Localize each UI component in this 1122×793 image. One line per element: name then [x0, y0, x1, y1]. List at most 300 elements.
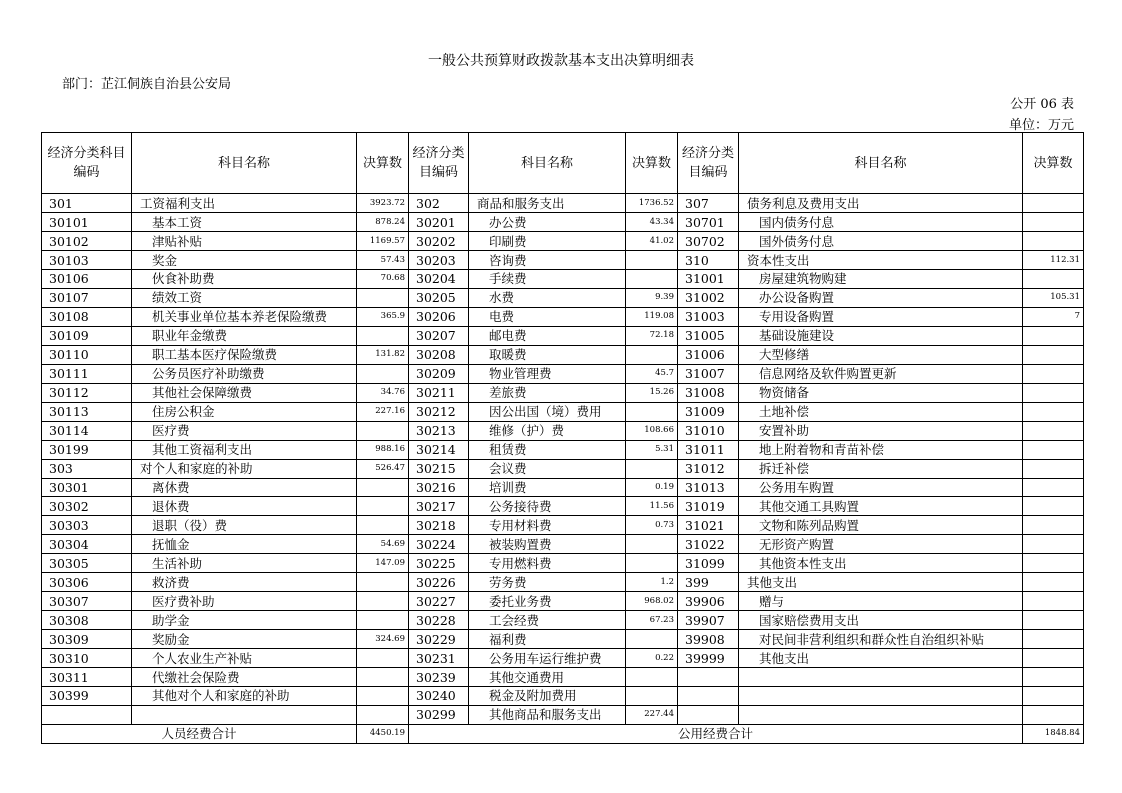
personnel-amount-cell: [357, 686, 409, 705]
capital-amount-cell: [1023, 668, 1084, 687]
unit-label: 单位：万元: [1008, 118, 1074, 133]
personnel-code-cell: 30309: [42, 630, 132, 649]
capital-code-cell: 31003: [678, 307, 739, 326]
capital-amount-cell: [1023, 364, 1084, 383]
capital-amount-cell: [1023, 232, 1084, 251]
goods-name-cell: 物业管理费: [469, 364, 626, 383]
capital-amount-cell: [1023, 573, 1084, 592]
personnel-amount-cell: [357, 705, 409, 724]
table-row: [42, 326, 1084, 345]
personnel-code-cell: 30303: [42, 516, 132, 535]
table-row: [42, 592, 1084, 611]
goods-name-cell: 因公出国（境）费用: [469, 402, 626, 421]
goods-amount-cell: [626, 459, 678, 478]
personnel-name-cell: 个人农业生产补贴: [132, 649, 357, 668]
goods-amount-cell: 119.08: [626, 307, 678, 326]
personnel-code-cell: 30108: [42, 307, 132, 326]
personnel-name-cell: 退休费: [132, 497, 357, 516]
capital-name-cell: 赠与: [739, 592, 1023, 611]
personnel-name-cell: 抚恤金: [132, 535, 357, 554]
goods-name-cell: 咨询费: [469, 251, 626, 270]
goods-name-cell: 印刷费: [469, 232, 626, 251]
goods-amount-cell: [626, 686, 678, 705]
goods-name-cell: 专用燃料费: [469, 554, 626, 573]
goods-code-cell: 30231: [409, 649, 469, 668]
goods-amount-cell: 11.56: [626, 497, 678, 516]
expenditure-table: [41, 132, 1084, 744]
personnel-name-cell: 其他社会保障缴费: [132, 383, 357, 402]
capital-code-cell: 31012: [678, 459, 739, 478]
personnel-name-cell: 伙食补助费: [132, 270, 357, 289]
capital-name-cell: 国家赔偿费用支出: [739, 611, 1023, 630]
personnel-total-value: 4450.19: [357, 724, 409, 743]
personnel-name-cell: 职工基本医疗保险缴费: [132, 345, 357, 364]
personnel-amount-cell: [357, 326, 409, 345]
capital-name-cell: 基础设施建设: [739, 326, 1023, 345]
capital-code-cell: 31099: [678, 554, 739, 573]
goods-amount-cell: 43.34: [626, 213, 678, 232]
capital-name-cell: 信息网络及软件购置更新: [739, 364, 1023, 383]
personnel-amount-cell: 70.68: [357, 270, 409, 289]
personnel-code-cell: 30308: [42, 611, 132, 630]
personnel-code-cell: 30107: [42, 288, 132, 307]
table-row: [42, 194, 1084, 213]
goods-name-cell: 取暖费: [469, 345, 626, 364]
personnel-code-cell: 30306: [42, 573, 132, 592]
capital-code-cell: 31021: [678, 516, 739, 535]
goods-name-cell: 手续费: [469, 270, 626, 289]
personnel-amount-cell: [357, 668, 409, 687]
personnel-amount-cell: 227.16: [357, 402, 409, 421]
goods-code-cell: 302: [409, 194, 469, 213]
table-row: [42, 630, 1084, 649]
capital-code-cell: 310: [678, 251, 739, 270]
goods-amount-cell: [626, 668, 678, 687]
goods-amount-cell: 5.31: [626, 440, 678, 459]
personnel-name-cell: 医疗费补助: [132, 592, 357, 611]
personnel-amount-cell: [357, 611, 409, 630]
capital-name-cell: [739, 686, 1023, 705]
page-title: 一般公共预算财政拨款基本支出决算明细表: [428, 53, 694, 69]
personnel-amount-cell: [357, 497, 409, 516]
personnel-amount-cell: 34.76: [357, 383, 409, 402]
goods-code-cell: 30205: [409, 288, 469, 307]
capital-name-cell: 文物和陈列品购置: [739, 516, 1023, 535]
capital-name-cell: 房屋建筑物购建: [739, 270, 1023, 289]
capital-name-cell: 债务利息及费用支出: [739, 194, 1023, 213]
goods-amount-cell: [626, 554, 678, 573]
capital-code-cell: 399: [678, 573, 739, 592]
goods-code-cell: 30208: [409, 345, 469, 364]
capital-name-cell: 国外债务付息: [739, 232, 1023, 251]
capital-amount-cell: [1023, 421, 1084, 440]
capital-name-cell: 拆迁补偿: [739, 459, 1023, 478]
personnel-name-cell: 退职（役）费: [132, 516, 357, 535]
goods-name-cell: 公务接待费: [469, 497, 626, 516]
personnel-code-cell: 30103: [42, 251, 132, 270]
capital-amount-cell: [1023, 270, 1084, 289]
table-row: [42, 251, 1084, 270]
capital-amount-cell: [1023, 402, 1084, 421]
capital-amount-cell: [1023, 194, 1084, 213]
goods-code-cell: 30299: [409, 705, 469, 724]
table-row: [42, 383, 1084, 402]
personnel-amount-cell: 988.16: [357, 440, 409, 459]
table-row: [42, 668, 1084, 687]
capital-code-cell: 31005: [678, 326, 739, 345]
capital-code-cell: 39999: [678, 649, 739, 668]
table-header-row: [42, 133, 1084, 194]
capital-name-cell: 安置补助: [739, 421, 1023, 440]
goods-code-cell: 30206: [409, 307, 469, 326]
goods-amount-cell: [626, 630, 678, 649]
goods-amount-cell: 9.39: [626, 288, 678, 307]
personnel-code-cell: 30106: [42, 270, 132, 289]
goods-name-cell: 商品和服务支出: [469, 194, 626, 213]
goods-code-cell: 30201: [409, 213, 469, 232]
capital-code-cell: 31011: [678, 440, 739, 459]
personnel-code-cell: 30301: [42, 478, 132, 497]
header-cell: 经济分类目编码: [678, 133, 739, 194]
capital-code-cell: 39907: [678, 611, 739, 630]
goods-amount-cell: 41.02: [626, 232, 678, 251]
capital-code-cell: 31019: [678, 497, 739, 516]
capital-name-cell: 物资储备: [739, 383, 1023, 402]
goods-amount-cell: [626, 345, 678, 364]
capital-name-cell: 资本性支出: [739, 251, 1023, 270]
capital-amount-cell: [1023, 649, 1084, 668]
personnel-amount-cell: [357, 592, 409, 611]
capital-code-cell: 31007: [678, 364, 739, 383]
capital-code-cell: 31002: [678, 288, 739, 307]
capital-amount-cell: [1023, 213, 1084, 232]
header-cell: 科目名称: [739, 133, 1023, 194]
capital-name-cell: 其他支出: [739, 649, 1023, 668]
capital-amount-cell: [1023, 686, 1084, 705]
capital-amount-cell: 105.31: [1023, 288, 1084, 307]
personnel-total-label: 人员经费合计: [42, 724, 357, 743]
personnel-code-cell: 30304: [42, 535, 132, 554]
goods-amount-cell: 0.19: [626, 478, 678, 497]
personnel-amount-cell: 57.43: [357, 251, 409, 270]
capital-code-cell: 31010: [678, 421, 739, 440]
table-row: [42, 497, 1084, 516]
goods-name-cell: 邮电费: [469, 326, 626, 345]
personnel-amount-cell: [357, 478, 409, 497]
personnel-name-cell: 职业年金缴费: [132, 326, 357, 345]
personnel-amount-cell: 324.69: [357, 630, 409, 649]
goods-code-cell: 30215: [409, 459, 469, 478]
capital-amount-cell: [1023, 705, 1084, 724]
personnel-amount-cell: 147.09: [357, 554, 409, 573]
goods-code-cell: 30228: [409, 611, 469, 630]
capital-code-cell: 39906: [678, 592, 739, 611]
personnel-name-cell: 工资福利支出: [132, 194, 357, 213]
personnel-amount-cell: [357, 364, 409, 383]
personnel-amount-cell: [357, 421, 409, 440]
personnel-amount-cell: 526.47: [357, 459, 409, 478]
personnel-amount-cell: 878.24: [357, 213, 409, 232]
header-cell: 经济分类目编码: [409, 133, 469, 194]
table-row: [42, 213, 1084, 232]
personnel-code-cell: 30114: [42, 421, 132, 440]
goods-code-cell: 30227: [409, 592, 469, 611]
goods-name-cell: 其他交通费用: [469, 668, 626, 687]
table-row: [42, 364, 1084, 383]
goods-code-cell: 30203: [409, 251, 469, 270]
goods-code-cell: 30216: [409, 478, 469, 497]
capital-amount-cell: [1023, 440, 1084, 459]
goods-code-cell: 30214: [409, 440, 469, 459]
goods-name-cell: 被装购置费: [469, 535, 626, 554]
goods-code-cell: 30212: [409, 402, 469, 421]
personnel-code-cell: 30305: [42, 554, 132, 573]
header-cell: 决算数: [357, 133, 409, 194]
capital-name-cell: 办公设备购置: [739, 288, 1023, 307]
table-row: [42, 307, 1084, 326]
header-cell: 决算数: [626, 133, 678, 194]
personnel-name-cell: 助学金: [132, 611, 357, 630]
goods-amount-cell: 1.2: [626, 573, 678, 592]
goods-name-cell: 培训费: [469, 478, 626, 497]
personnel-name-cell: 医疗费: [132, 421, 357, 440]
public-total-value: 1848.84: [1023, 724, 1084, 743]
goods-amount-cell: 67.23: [626, 611, 678, 630]
table-code: 公开 06 表: [1010, 97, 1074, 112]
capital-amount-cell: 7: [1023, 307, 1084, 326]
capital-amount-cell: [1023, 592, 1084, 611]
capital-amount-cell: [1023, 611, 1084, 630]
personnel-amount-cell: 54.69: [357, 535, 409, 554]
personnel-code-cell: 303: [42, 459, 132, 478]
personnel-code-cell: 30112: [42, 383, 132, 402]
personnel-amount-cell: 131.82: [357, 345, 409, 364]
goods-name-cell: 维修（护）费: [469, 421, 626, 440]
table-row: [42, 649, 1084, 668]
goods-amount-cell: 0.73: [626, 516, 678, 535]
capital-name-cell: [739, 705, 1023, 724]
goods-amount-cell: 108.66: [626, 421, 678, 440]
capital-amount-cell: [1023, 554, 1084, 573]
capital-name-cell: 土地补偿: [739, 402, 1023, 421]
totals-row: [42, 724, 1084, 743]
table-row: [42, 686, 1084, 705]
personnel-name-cell: [132, 705, 357, 724]
capital-code-cell: 31008: [678, 383, 739, 402]
goods-name-cell: 工会经费: [469, 611, 626, 630]
goods-code-cell: 30218: [409, 516, 469, 535]
goods-amount-cell: 968.02: [626, 592, 678, 611]
personnel-name-cell: 基本工资: [132, 213, 357, 232]
capital-name-cell: 其他支出: [739, 573, 1023, 592]
goods-name-cell: 办公费: [469, 213, 626, 232]
table-row: [42, 345, 1084, 364]
capital-code-cell: 31009: [678, 402, 739, 421]
capital-amount-cell: 112.31: [1023, 251, 1084, 270]
table-row: [42, 402, 1084, 421]
header-cell: 科目名称: [132, 133, 357, 194]
personnel-amount-cell: [357, 573, 409, 592]
table-row: [42, 535, 1084, 554]
capital-code-cell: [678, 705, 739, 724]
goods-amount-cell: 15.26: [626, 383, 678, 402]
table-row: [42, 478, 1084, 497]
capital-code-cell: [678, 668, 739, 687]
capital-amount-cell: [1023, 345, 1084, 364]
personnel-code-cell: 30109: [42, 326, 132, 345]
table-row: [42, 232, 1084, 251]
goods-code-cell: 30239: [409, 668, 469, 687]
personnel-amount-cell: 365.9: [357, 307, 409, 326]
capital-code-cell: 31013: [678, 478, 739, 497]
personnel-name-cell: 奖励金: [132, 630, 357, 649]
personnel-name-cell: 生活补助: [132, 554, 357, 573]
personnel-code-cell: 30101: [42, 213, 132, 232]
capital-amount-cell: [1023, 497, 1084, 516]
capital-code-cell: 39908: [678, 630, 739, 649]
goods-code-cell: 30213: [409, 421, 469, 440]
personnel-code-cell: 30302: [42, 497, 132, 516]
personnel-amount-cell: [357, 516, 409, 535]
personnel-name-cell: 对个人和家庭的补助: [132, 459, 357, 478]
personnel-code-cell: 30310: [42, 649, 132, 668]
personnel-code-cell: [42, 705, 132, 724]
table-row: [42, 440, 1084, 459]
capital-amount-cell: [1023, 326, 1084, 345]
table-row: [42, 288, 1084, 307]
goods-amount-cell: 72.18: [626, 326, 678, 345]
goods-name-cell: 会议费: [469, 459, 626, 478]
personnel-code-cell: 30307: [42, 592, 132, 611]
public-total-label: 公用经费合计: [409, 724, 1023, 743]
personnel-amount-cell: 3923.72: [357, 194, 409, 213]
personnel-code-cell: 30102: [42, 232, 132, 251]
capital-amount-cell: [1023, 478, 1084, 497]
personnel-code-cell: 30111: [42, 364, 132, 383]
personnel-name-cell: 代缴社会保险费: [132, 668, 357, 687]
goods-name-cell: 其他商品和服务支出: [469, 705, 626, 724]
goods-name-cell: 公务用车运行维护费: [469, 649, 626, 668]
goods-name-cell: 劳务费: [469, 573, 626, 592]
header-cell: 决算数: [1023, 133, 1084, 194]
goods-code-cell: 30207: [409, 326, 469, 345]
goods-name-cell: 专用材料费: [469, 516, 626, 535]
capital-code-cell: 30702: [678, 232, 739, 251]
goods-amount-cell: [626, 270, 678, 289]
personnel-code-cell: 30199: [42, 440, 132, 459]
personnel-amount-cell: 1169.57: [357, 232, 409, 251]
header-cell: 科目名称: [469, 133, 626, 194]
personnel-name-cell: 其他对个人和家庭的补助: [132, 686, 357, 705]
capital-amount-cell: [1023, 535, 1084, 554]
goods-code-cell: 30226: [409, 573, 469, 592]
capital-name-cell: 地上附着物和青苗补偿: [739, 440, 1023, 459]
capital-code-cell: 31022: [678, 535, 739, 554]
table-row: [42, 705, 1084, 724]
personnel-code-cell: 30311: [42, 668, 132, 687]
goods-name-cell: 税金及附加费用: [469, 686, 626, 705]
goods-amount-cell: 45.7: [626, 364, 678, 383]
capital-code-cell: 30701: [678, 213, 739, 232]
goods-amount-cell: 227.44: [626, 705, 678, 724]
personnel-code-cell: 30399: [42, 686, 132, 705]
goods-amount-cell: [626, 402, 678, 421]
goods-code-cell: 30240: [409, 686, 469, 705]
table-row: [42, 573, 1084, 592]
capital-name-cell: 大型修缮: [739, 345, 1023, 364]
goods-name-cell: 电费: [469, 307, 626, 326]
department-label: 部门：芷江侗族自治县公安局: [62, 77, 232, 92]
goods-name-cell: 委托业务费: [469, 592, 626, 611]
goods-amount-cell: [626, 535, 678, 554]
capital-amount-cell: [1023, 383, 1084, 402]
personnel-name-cell: 其他工资福利支出: [132, 440, 357, 459]
personnel-code-cell: 30110: [42, 345, 132, 364]
goods-amount-cell: [626, 251, 678, 270]
capital-name-cell: [739, 668, 1023, 687]
personnel-amount-cell: [357, 649, 409, 668]
goods-code-cell: 30224: [409, 535, 469, 554]
capital-amount-cell: [1023, 516, 1084, 535]
goods-code-cell: 30202: [409, 232, 469, 251]
personnel-name-cell: 救济费: [132, 573, 357, 592]
goods-code-cell: 30204: [409, 270, 469, 289]
goods-code-cell: 30217: [409, 497, 469, 516]
personnel-name-cell: 住房公积金: [132, 402, 357, 421]
capital-name-cell: 其他交通工具购置: [739, 497, 1023, 516]
goods-amount-cell: 1736.52: [626, 194, 678, 213]
capital-name-cell: 公务用车购置: [739, 478, 1023, 497]
personnel-code-cell: 301: [42, 194, 132, 213]
capital-code-cell: [678, 686, 739, 705]
capital-code-cell: 31006: [678, 345, 739, 364]
header-cell: 经济分类科目编码: [42, 133, 132, 194]
goods-name-cell: 差旅费: [469, 383, 626, 402]
goods-code-cell: 30209: [409, 364, 469, 383]
capital-name-cell: 其他资本性支出: [739, 554, 1023, 573]
goods-code-cell: 30229: [409, 630, 469, 649]
goods-amount-cell: 0.22: [626, 649, 678, 668]
table-row: [42, 611, 1084, 630]
capital-name-cell: 专用设备购置: [739, 307, 1023, 326]
table-row: [42, 270, 1084, 289]
goods-code-cell: 30225: [409, 554, 469, 573]
personnel-name-cell: 津贴补贴: [132, 232, 357, 251]
goods-code-cell: 30211: [409, 383, 469, 402]
table-row: [42, 554, 1084, 573]
capital-amount-cell: [1023, 630, 1084, 649]
personnel-code-cell: 30113: [42, 402, 132, 421]
personnel-name-cell: 奖金: [132, 251, 357, 270]
capital-name-cell: 无形资产购置: [739, 535, 1023, 554]
personnel-name-cell: 机关事业单位基本养老保险缴费: [132, 307, 357, 326]
capital-code-cell: 31001: [678, 270, 739, 289]
table-row: [42, 421, 1084, 440]
capital-name-cell: 对民间非营利组织和群众性自治组织补贴: [739, 630, 1023, 649]
goods-name-cell: 水费: [469, 288, 626, 307]
table-row: [42, 516, 1084, 535]
capital-name-cell: 国内债务付息: [739, 213, 1023, 232]
personnel-name-cell: 离休费: [132, 478, 357, 497]
personnel-amount-cell: [357, 288, 409, 307]
capital-amount-cell: [1023, 459, 1084, 478]
personnel-name-cell: 绩效工资: [132, 288, 357, 307]
personnel-name-cell: 公务员医疗补助缴费: [132, 364, 357, 383]
capital-code-cell: 307: [678, 194, 739, 213]
table-row: [42, 459, 1084, 478]
goods-name-cell: 租赁费: [469, 440, 626, 459]
goods-name-cell: 福利费: [469, 630, 626, 649]
